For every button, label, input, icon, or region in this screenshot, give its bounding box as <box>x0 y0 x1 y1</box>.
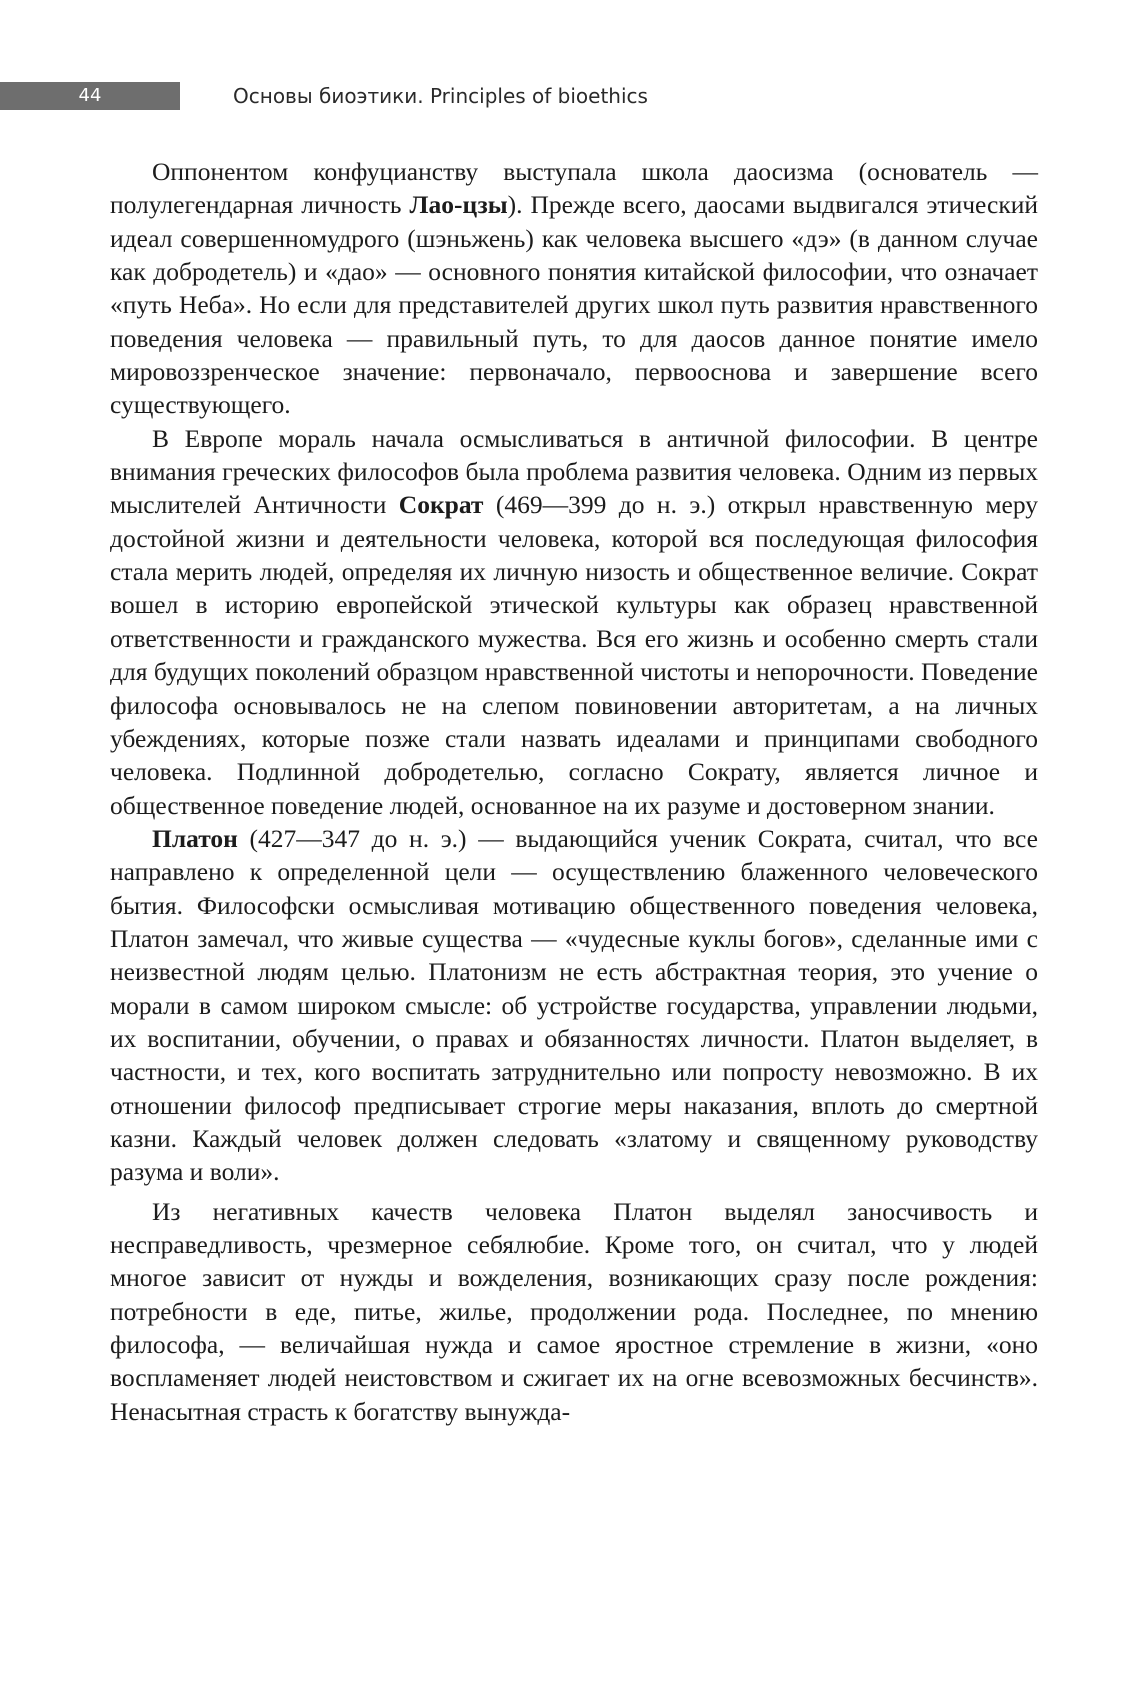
paragraph-text: Оппонентом конфуцианству выступала школа даосизма (основатель — полулегендарная личность <box>110 157 1038 220</box>
paragraph-text: В Европе мораль начала осмысливаться в античной философии. В центре внимания греческих философов была проблема развития человека. Одним из первых мыслителей Античности <box>110 423 1038 520</box>
paragraph <box>110 422 1038 822</box>
paragraph-text: Из негативных качеств человека Платон выделял заносчивость и несправедливость, чрезмерное себялюбие. Кроме того, он считал, что у людей многое зависит от нужды и вожделения, возникающих сразу после рождения: потребности в еде, питье, жилье, продолжении рода. Последнее, по мнению философа, — величайшая нужда и самое яростное стремление в жизни, «оно воспламеняет людей неистовством и сжигает их на огне всевозможных бесчинств». Ненасытная страсть к богатству вынужда- <box>110 1196 1038 1426</box>
name-laozi: Лао-цзы <box>409 190 508 220</box>
paragraph-text: ). Прежде всего, даосами выдвигался этический идеал совершенномудрого (шэньжень) как человека высшего «дэ» (в данном случае как добродетель) и «дао» — основного понятия китайской философии, что означает «путь Неба». Но если для представителей других школ путь развития нравственного поведения человека — правильный путь, то для даосов данное понятие имело мировоззренческое значение: первоначало, первооснова и завершение всего существующего. <box>110 190 1039 420</box>
page-number: 44 <box>0 82 180 110</box>
running-title: Основы биоэтики. Principles of bioethics <box>233 84 648 108</box>
paragraph-text: (469—399 до н. э.) открыл нравственную меру достойной жизни и деятельности человека, которой вся последующая философия стала мерить людей, определяя их личную низость и общественное величие. Сократ вошел в историю европейской этической культуры как образец нравственной ответственности и гражданского мужества. Вся его жизнь и особенно смерть стали для будущих поколений образцом нравственной чистоты и непорочности. Поведение философа основывалось не на слепом повиновении авторитетам, а на личных убеждениях, которые позже стали назвать идеалами и принципами свободного человека. Подлинной добродетелью, согласно Сократу, является личное и общественное поведение людей, основанное на их разуме и достоверном знании. <box>110 490 1038 820</box>
paragraph <box>110 155 1038 422</box>
paragraph-text: (427—347 до н. э.) — выдающийся ученик Сократа, считал, что все направлено к определенной цели — осуществлению блаженного человеческого бытия. Философски осмысливая мотивацию общественного поведения человека, Платон замечал, что живые существа — «чудесные куклы богов», сделанные ими с неизвестной людям целью. Платонизм не есть абстрактная теория, это учение о морали в самом широком смысле: об устройстве государства, управлении людьми, их воспитании, обучении, о правах и обязанностях личности. Платон выделяет, в частности, и тех, кого воспитать затруднительно или попросту невозможно. В их отношении философ предписывает строгие меры наказания, вплоть до смертной казни. Каждый человек должен следовать «златому и священному руководству разума и воли». <box>110 823 1038 1187</box>
paragraph <box>110 1195 1038 1428</box>
paragraph <box>110 822 1038 1189</box>
name-plato: Платон <box>152 823 238 853</box>
name-socrates: Сократ <box>398 490 484 520</box>
body-text <box>110 155 1038 1428</box>
running-header <box>0 82 1137 110</box>
